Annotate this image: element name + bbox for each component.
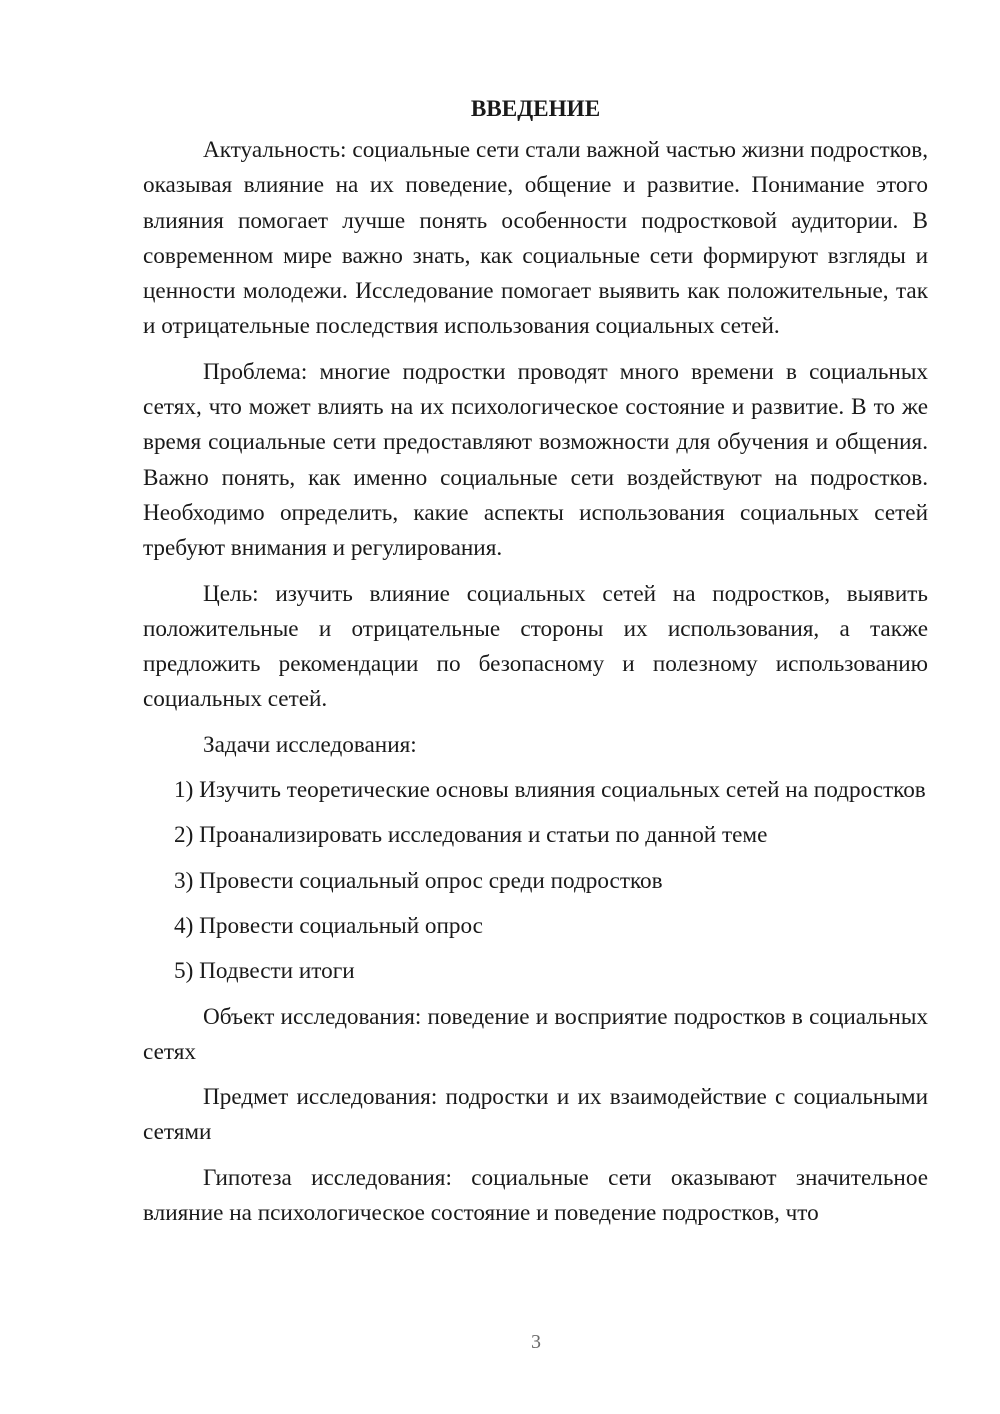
- task-list-item: 4) Провести социальный опрос: [174, 912, 483, 939]
- paragraph-subject: Предмет исследования: подростки и их взаимодействие с социальными сетями: [143, 1084, 928, 1146]
- task-list-item: 2) Проанализировать исследования и статьи по данной теме: [174, 822, 768, 849]
- paragraph-relevance: Актуальность: социальные сети стали важной частью жизни подростков, оказывая влияние на их поведение, общение и развитие. Понимание этого влияния помогает лучше понять особенности подростковой аудитории. В современном мире важно знать, как социальные сети формируют взгляды и ценности молодежи. Исследование помогает выявить как положительные, так и отрицательные последствия использования социальных сетей.: [143, 137, 928, 340]
- task-list-item: 5) Подвести итоги: [174, 958, 355, 985]
- page-title: ВВЕДЕНИЕ: [470, 96, 601, 122]
- paragraph-hypothesis: Гипотеза исследования: социальные сети оказывают значительное влияние на психологическое состояние и поведение подростков, что: [143, 1164, 928, 1227]
- paragraph-goal: Цель: изучить влияние социальных сетей на подростков, выявить положительные и отрицательные стороны их использования, а также предложить рекомендации по безопасному и полезному использованию социальных сетей.: [143, 580, 928, 713]
- page-content: [143, 92, 928, 1241]
- page-number: 3: [531, 1331, 541, 1353]
- task-list-item: 1) Изучить теоретические основы влияния социальных сетей на подростков: [174, 777, 926, 804]
- paragraph-tasks-heading: Задачи исследования:: [203, 731, 417, 758]
- paragraph-problem: Проблема: многие подростки проводят много времени в социальных сетях, что может влиять на их психологическое состояние и развитие. В то же время социальные сети предоставляют возможности для обучения и общения. Важно понять, как именно социальные сети воздействуют на подростков. Необходимо определить, какие аспекты использования социальных сетей требуют внимания и регулирования.: [143, 358, 928, 562]
- task-list-item: 3) Провести социальный опрос среди подростков: [174, 867, 663, 894]
- paragraph-object: Объект исследования: поведение и восприятие подростков в социальных сетях: [143, 1003, 928, 1065]
